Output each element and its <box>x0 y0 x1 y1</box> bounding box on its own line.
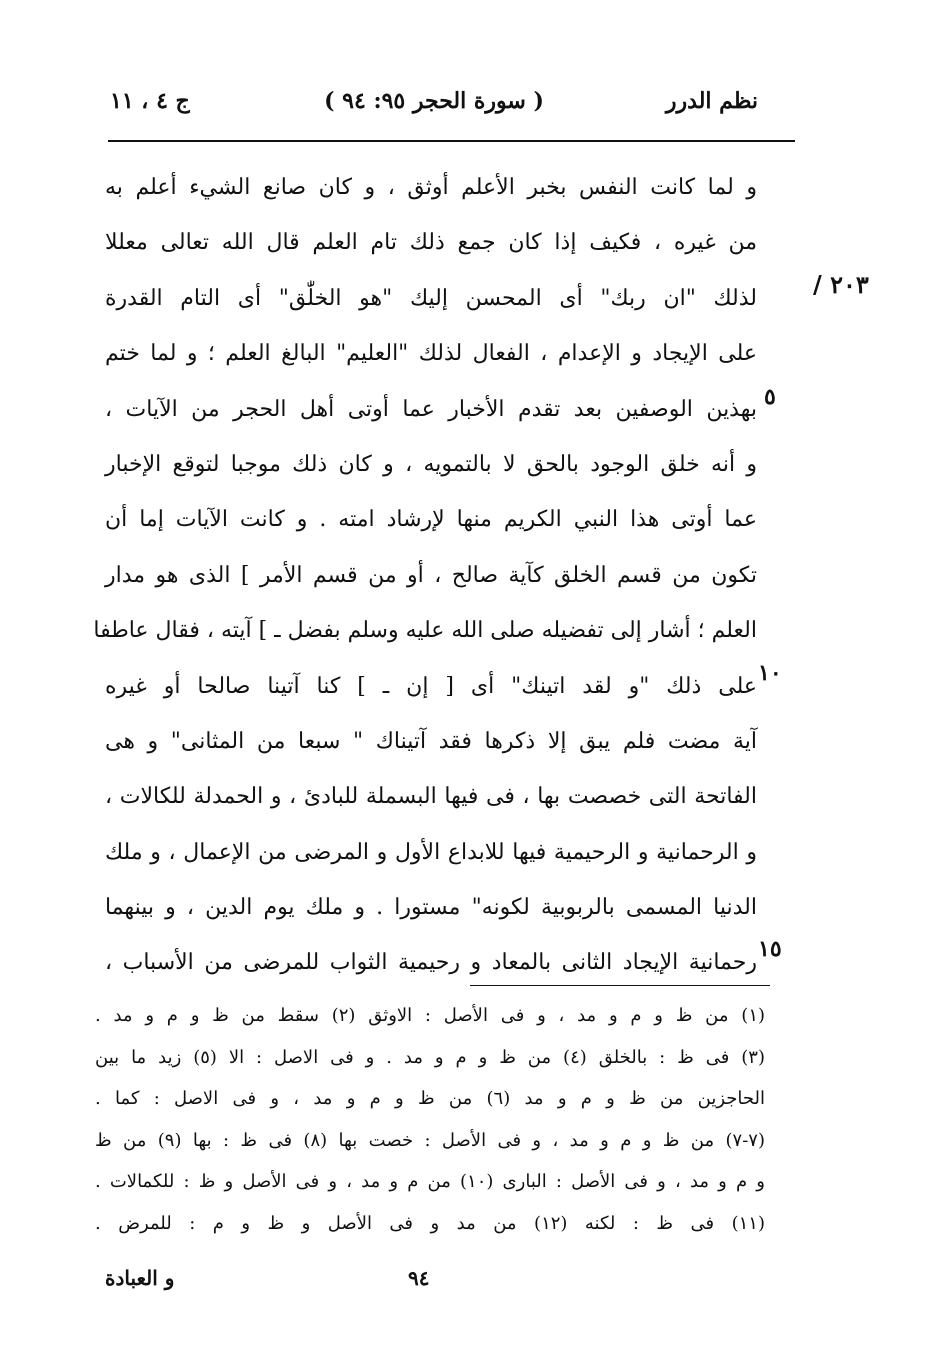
footnote-line: (١) من ظ و م و مد ، و فى الأصل : الاوثق (٢) سقط من ظ و م و مد . <box>95 1005 766 1026</box>
catchword: و العبادة <box>105 1266 175 1290</box>
text-line: العلم ؛ أشار إلى تفضيله صلى الله عليه وسلم بفضل ـ ] آيته ، فقال عاطفا <box>93 618 757 644</box>
text-line: لذلك "ان ربك" أى المحسن إليك "هو الخلّٰق" أى التام القدرة <box>105 285 757 311</box>
running-header <box>110 88 758 128</box>
main-text <box>93 160 757 991</box>
text-line: و الرحمانية و الرحيمية فيها للابداع الأول و المرضى من الإعمال ، و ملك <box>105 839 757 865</box>
footnotes <box>95 995 765 1244</box>
header-rule <box>108 140 795 142</box>
text-line: و لما كانت النفس بخبر الأعلم أوثق ، و كان صانع الشيء أعلم به <box>105 175 757 200</box>
footnote-line: (٣) فى ظ : بالخلق (٤) من ظ و م و مد . و فى الاصل : الا (٥) زيد ما بين <box>95 1046 765 1068</box>
margin-folio-reference: ٢٠٣ / <box>813 270 869 299</box>
line-number-5: ٥ <box>764 384 776 410</box>
text-line: و أنه خلق الوجود بالحق لا بالتمويه ، و كان ذلك موجبا لتوقع الإخبار <box>105 451 757 477</box>
line-number-10: ١٠ <box>758 660 782 686</box>
text-line: الدنيا المسمى بالربوبية لكونه" مستورا . و ملك يوم الدين ، و بينهما <box>105 895 757 921</box>
footnote-line: و م و مد ، و فى الأصل : البارى (١٠) من م و مد ، و فى الأصل و ظ : للكمالات . <box>95 1171 765 1192</box>
footnote-line: الحاجزين من ظ و م و مد (٦) من ظ و م و مد ، و فى الاصل : كما . <box>95 1088 765 1109</box>
footnote-rule <box>470 985 770 986</box>
text-line: آية مضت فلم يبق إلا ذكرها فقد آتيناك " سبعا من المثانى" و هى <box>105 728 757 754</box>
text-line: من غيره ، فكيف إذا كان جمع ذلك تام العلم قال الله تعالى معللا <box>105 230 757 256</box>
text-line: تكون من قسم الخلق كآية صالح ، أو من قسم الأمر ] الذى هو مدار <box>105 562 757 588</box>
text-line: بهذين الوصفين بعد تقدم الأخبار عما أوتى أهل الحجر من الآيات ، <box>105 396 757 422</box>
header-surah-reference: ( سورة الحجر ٩٥: ٩٤ ) <box>324 88 544 114</box>
text-line: عما أوتى هذا النبي الكريم منها لإرشاد امته . و كانت الآيات إما أن <box>105 507 757 533</box>
text-line: على الإيجاد و الإعدام ، الفعال لذلك "العليم" البالغ العلم ؛ و لما ختم <box>105 341 757 367</box>
line-number-15: ١٥ <box>758 936 782 962</box>
text-line: الفاتحة التى خصصت بها ، فى فيها البسملة للبادئ ، و الحمدلة للكالات ، <box>105 784 757 810</box>
footnote-line: (٧-٧) من ظ و م و مد ، و فى الأصل : خصت بها (٨) فى ظ : بها (٩) من ظ <box>95 1129 765 1151</box>
page-number: ٩٤ <box>408 1266 430 1290</box>
header-book-title: نظم الدرر <box>665 88 758 114</box>
text-line: على ذلك "و لقد اتينك" أى [ إن ـ ] كنا آتينا صالحا أو غيره <box>105 673 757 699</box>
header-volume: ج ٤ ، ١١ <box>110 88 190 114</box>
text-line: رحمانية الإيجاد الثانى بالمعاد و رحيمية الثواب للمرضى من الأسباب ، <box>105 950 757 976</box>
footnote-line: (١١) فى ظ : لكنه (١٢) من مد و فى الأصل و ظ و م : للمرض . <box>95 1212 765 1234</box>
